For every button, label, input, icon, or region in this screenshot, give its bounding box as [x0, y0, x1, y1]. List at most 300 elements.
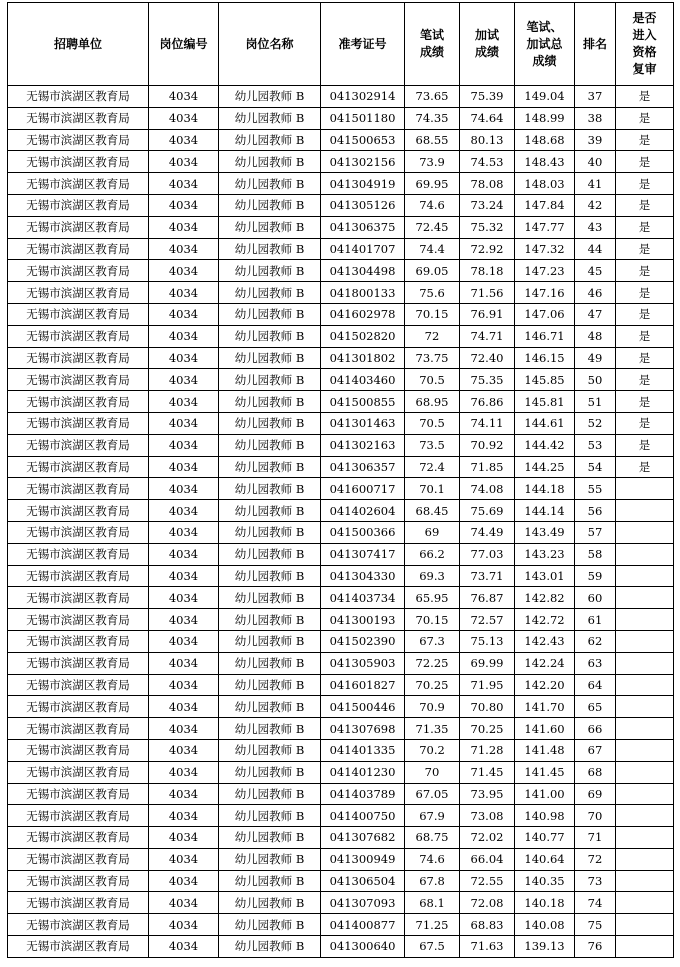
table-row: [8, 86, 674, 108]
header-rank: [575, 3, 616, 86]
rank-cell: 46: [575, 282, 616, 304]
total-score-cell: 146.71: [515, 325, 575, 347]
extra-score-cell: 70.25: [460, 718, 515, 740]
extra-score-cell: 77.03: [460, 543, 515, 565]
table-row: [8, 260, 674, 282]
unit-cell: 无锡市滨湖区教育局: [8, 914, 149, 936]
ticket-number-cell: 041401230: [321, 761, 405, 783]
score-table: [7, 2, 674, 958]
table-row: [8, 827, 674, 849]
review-cell: 是: [616, 369, 674, 391]
table-row: [8, 870, 674, 892]
table-row: [8, 107, 674, 129]
position-code-cell: 4034: [149, 216, 219, 238]
extra-score-cell: 75.32: [460, 216, 515, 238]
total-score-cell: 141.00: [515, 783, 575, 805]
table-row: [8, 173, 674, 195]
position-code-cell: 4034: [149, 565, 219, 587]
extra-score-cell: 72.08: [460, 892, 515, 914]
position-name-cell: 幼儿园教师 B: [219, 609, 321, 631]
position-code-cell: 4034: [149, 587, 219, 609]
rank-cell: 62: [575, 630, 616, 652]
table-row: [8, 739, 674, 761]
rank-cell: 47: [575, 303, 616, 325]
total-score-cell: 142.24: [515, 652, 575, 674]
ticket-number-cell: 041500366: [321, 521, 405, 543]
written-score-cell: 72.25: [405, 652, 460, 674]
total-score-cell: 142.82: [515, 587, 575, 609]
rank-cell: 39: [575, 129, 616, 151]
written-score-cell: 73.65: [405, 86, 460, 108]
table-row: [8, 194, 674, 216]
total-score-cell: 148.03: [515, 173, 575, 195]
ticket-number-cell: 041401335: [321, 739, 405, 761]
rank-cell: 60: [575, 587, 616, 609]
position-code-cell: 4034: [149, 434, 219, 456]
ticket-number-cell: 041403734: [321, 587, 405, 609]
total-score-cell: 140.08: [515, 914, 575, 936]
extra-score-cell: 71.45: [460, 761, 515, 783]
position-code-cell: 4034: [149, 892, 219, 914]
position-name-cell: 幼儿园教师 B: [219, 434, 321, 456]
review-cell: 是: [616, 129, 674, 151]
header-review-line: 复审: [632, 62, 657, 76]
total-score-cell: 140.35: [515, 870, 575, 892]
total-score-cell: 142.20: [515, 674, 575, 696]
unit-cell: 无锡市滨湖区教育局: [8, 587, 149, 609]
extra-score-cell: 72.55: [460, 870, 515, 892]
position-name-cell: 幼儿园教师 B: [219, 587, 321, 609]
position-name-cell: 幼儿园教师 B: [219, 565, 321, 587]
header-review-line: 进入: [632, 28, 657, 42]
extra-score-cell: 74.49: [460, 521, 515, 543]
review-cell: 是: [616, 173, 674, 195]
position-code-cell: 4034: [149, 151, 219, 173]
header-review: [616, 3, 674, 86]
header-position-name: [219, 3, 321, 86]
review-cell: [616, 500, 674, 522]
ticket-number-cell: 041403789: [321, 783, 405, 805]
review-cell: [616, 827, 674, 849]
extra-score-cell: 72.92: [460, 238, 515, 260]
position-code-cell: 4034: [149, 86, 219, 108]
written-score-cell: 67.05: [405, 783, 460, 805]
position-name-cell: 幼儿园教师 B: [219, 543, 321, 565]
table-row: [8, 282, 674, 304]
written-score-cell: 68.1: [405, 892, 460, 914]
review-cell: 是: [616, 260, 674, 282]
position-code-cell: 4034: [149, 260, 219, 282]
position-code-cell: 4034: [149, 761, 219, 783]
position-name-cell: 幼儿园教师 B: [219, 86, 321, 108]
extra-score-cell: 74.71: [460, 325, 515, 347]
header-total-score: [515, 3, 575, 86]
review-cell: 是: [616, 216, 674, 238]
table-row: [8, 587, 674, 609]
total-score-cell: 147.32: [515, 238, 575, 260]
position-code-cell: 4034: [149, 652, 219, 674]
position-name-cell: 幼儿园教师 B: [219, 892, 321, 914]
position-name-cell: 幼儿园教师 B: [219, 696, 321, 718]
table-row: [8, 696, 674, 718]
ticket-number-cell: 041800133: [321, 282, 405, 304]
position-name-cell: 幼儿园教师 B: [219, 674, 321, 696]
rank-cell: 51: [575, 391, 616, 413]
ticket-number-cell: 041302163: [321, 434, 405, 456]
written-score-cell: 66.2: [405, 543, 460, 565]
review-cell: [616, 587, 674, 609]
written-score-cell: 70.15: [405, 303, 460, 325]
position-name-cell: 幼儿园教师 B: [219, 151, 321, 173]
extra-score-cell: 75.69: [460, 500, 515, 522]
table-row: [8, 630, 674, 652]
written-score-cell: 69.05: [405, 260, 460, 282]
total-score-cell: 147.16: [515, 282, 575, 304]
review-cell: [616, 609, 674, 631]
ticket-number-cell: 041307417: [321, 543, 405, 565]
review-cell: [616, 936, 674, 958]
total-score-cell: 148.43: [515, 151, 575, 173]
unit-cell: 无锡市滨湖区教育局: [8, 86, 149, 108]
extra-score-cell: 72.40: [460, 347, 515, 369]
extra-score-cell: 71.28: [460, 739, 515, 761]
position-code-cell: 4034: [149, 478, 219, 500]
ticket-number-cell: 041306357: [321, 456, 405, 478]
review-cell: [616, 478, 674, 500]
table-row: [8, 369, 674, 391]
rank-cell: 73: [575, 870, 616, 892]
unit-cell: 无锡市滨湖区教育局: [8, 456, 149, 478]
unit-cell: 无锡市滨湖区教育局: [8, 783, 149, 805]
total-score-cell: 144.18: [515, 478, 575, 500]
ticket-number-cell: 041301463: [321, 412, 405, 434]
rank-cell: 42: [575, 194, 616, 216]
table-row: [8, 347, 674, 369]
written-score-cell: 71.25: [405, 914, 460, 936]
written-score-cell: 70: [405, 761, 460, 783]
rank-cell: 69: [575, 783, 616, 805]
position-name-cell: 幼儿园教师 B: [219, 194, 321, 216]
extra-score-cell: 71.95: [460, 674, 515, 696]
table-body: [8, 86, 674, 958]
table-row: [8, 216, 674, 238]
written-score-cell: 70.1: [405, 478, 460, 500]
ticket-number-cell: 041401707: [321, 238, 405, 260]
total-score-cell: 140.77: [515, 827, 575, 849]
position-code-cell: 4034: [149, 456, 219, 478]
ticket-number-cell: 041300949: [321, 848, 405, 870]
table-row: [8, 129, 674, 151]
position-name-cell: 幼儿园教师 B: [219, 848, 321, 870]
unit-cell: 无锡市滨湖区教育局: [8, 936, 149, 958]
position-name-cell: 幼儿园教师 B: [219, 456, 321, 478]
header-row: [8, 3, 674, 86]
total-score-cell: 141.60: [515, 718, 575, 740]
table-row: [8, 151, 674, 173]
ticket-number-cell: 041601827: [321, 674, 405, 696]
written-score-cell: 73.75: [405, 347, 460, 369]
extra-score-cell: 73.08: [460, 805, 515, 827]
ticket-number-cell: 041400877: [321, 914, 405, 936]
unit-cell: 无锡市滨湖区教育局: [8, 696, 149, 718]
unit-cell: 无锡市滨湖区教育局: [8, 848, 149, 870]
written-score-cell: 73.9: [405, 151, 460, 173]
unit-cell: 无锡市滨湖区教育局: [8, 739, 149, 761]
rank-cell: 43: [575, 216, 616, 238]
table-row: [8, 303, 674, 325]
header-total-score-line: 加试总: [526, 36, 563, 51]
header-review-line: 是否: [632, 11, 657, 25]
review-cell: [616, 761, 674, 783]
review-cell: 是: [616, 303, 674, 325]
review-cell: [616, 892, 674, 914]
position-code-cell: 4034: [149, 914, 219, 936]
total-score-cell: 144.25: [515, 456, 575, 478]
position-code-cell: 4034: [149, 500, 219, 522]
rank-cell: 54: [575, 456, 616, 478]
rank-cell: 59: [575, 565, 616, 587]
position-code-cell: 4034: [149, 325, 219, 347]
extra-score-cell: 72.02: [460, 827, 515, 849]
written-score-cell: 72.45: [405, 216, 460, 238]
unit-cell: 无锡市滨湖区教育局: [8, 827, 149, 849]
written-score-cell: 68.45: [405, 500, 460, 522]
position-code-cell: 4034: [149, 630, 219, 652]
written-score-cell: 68.95: [405, 391, 460, 413]
extra-score-cell: 69.99: [460, 652, 515, 674]
table-row: [8, 674, 674, 696]
position-name-cell: 幼儿园教师 B: [219, 870, 321, 892]
unit-cell: 无锡市滨湖区教育局: [8, 805, 149, 827]
total-score-cell: 147.77: [515, 216, 575, 238]
rank-cell: 67: [575, 739, 616, 761]
unit-cell: 无锡市滨湖区教育局: [8, 761, 149, 783]
total-score-cell: 148.68: [515, 129, 575, 151]
written-score-cell: 74.35: [405, 107, 460, 129]
written-score-cell: 73.5: [405, 434, 460, 456]
ticket-number-cell: 041304498: [321, 260, 405, 282]
total-score-cell: 143.23: [515, 543, 575, 565]
extra-score-cell: 73.95: [460, 783, 515, 805]
position-name-cell: 幼儿园教师 B: [219, 500, 321, 522]
extra-score-cell: 70.80: [460, 696, 515, 718]
position-name-cell: 幼儿园教师 B: [219, 282, 321, 304]
written-score-cell: 70.2: [405, 739, 460, 761]
rank-cell: 58: [575, 543, 616, 565]
review-cell: 是: [616, 238, 674, 260]
unit-cell: 无锡市滨湖区教育局: [8, 260, 149, 282]
position-name-cell: 幼儿园教师 B: [219, 478, 321, 500]
total-score-cell: 143.49: [515, 521, 575, 543]
unit-cell: 无锡市滨湖区教育局: [8, 521, 149, 543]
position-name-cell: 幼儿园教师 B: [219, 739, 321, 761]
position-code-cell: 4034: [149, 194, 219, 216]
ticket-number-cell: 041301802: [321, 347, 405, 369]
ticket-number-cell: 041600717: [321, 478, 405, 500]
position-name-cell: 幼儿园教师 B: [219, 107, 321, 129]
written-score-cell: 70.5: [405, 412, 460, 434]
extra-score-cell: 71.63: [460, 936, 515, 958]
total-score-cell: 144.61: [515, 412, 575, 434]
header-unit: [8, 3, 149, 86]
extra-score-cell: 74.11: [460, 412, 515, 434]
extra-score-cell: 76.91: [460, 303, 515, 325]
unit-cell: 无锡市滨湖区教育局: [8, 500, 149, 522]
unit-cell: 无锡市滨湖区教育局: [8, 674, 149, 696]
header-extra-score: [460, 3, 515, 86]
position-code-cell: 4034: [149, 521, 219, 543]
extra-score-cell: 70.92: [460, 434, 515, 456]
position-name-cell: 幼儿园教师 B: [219, 369, 321, 391]
table-row: [8, 456, 674, 478]
header-written-score-line: 成绩: [419, 45, 444, 59]
header-position-name-line: 岗位名称: [245, 36, 294, 51]
position-code-cell: 4034: [149, 173, 219, 195]
position-name-cell: 幼儿园教师 B: [219, 216, 321, 238]
position-name-cell: 幼儿园教师 B: [219, 914, 321, 936]
table-row: [8, 848, 674, 870]
written-score-cell: 72.4: [405, 456, 460, 478]
header-position-code-line: 岗位编号: [159, 36, 208, 51]
unit-cell: 无锡市滨湖区教育局: [8, 347, 149, 369]
rank-cell: 53: [575, 434, 616, 456]
table-row: [8, 391, 674, 413]
table-row: [8, 325, 674, 347]
rank-cell: 71: [575, 827, 616, 849]
unit-cell: 无锡市滨湖区教育局: [8, 194, 149, 216]
extra-score-cell: 71.85: [460, 456, 515, 478]
position-name-cell: 幼儿园教师 B: [219, 303, 321, 325]
unit-cell: 无锡市滨湖区教育局: [8, 630, 149, 652]
header-review-line: 资格: [632, 45, 657, 59]
extra-score-cell: 75.13: [460, 630, 515, 652]
rank-cell: 65: [575, 696, 616, 718]
written-score-cell: 75.6: [405, 282, 460, 304]
total-score-cell: 141.48: [515, 739, 575, 761]
table-row: [8, 434, 674, 456]
review-cell: 是: [616, 86, 674, 108]
position-code-cell: 4034: [149, 282, 219, 304]
position-name-cell: 幼儿园教师 B: [219, 173, 321, 195]
written-score-cell: 70.9: [405, 696, 460, 718]
position-code-cell: 4034: [149, 848, 219, 870]
review-cell: [616, 630, 674, 652]
rank-cell: 57: [575, 521, 616, 543]
table-row: [8, 936, 674, 958]
extra-score-cell: 68.83: [460, 914, 515, 936]
unit-cell: 无锡市滨湖区教育局: [8, 718, 149, 740]
extra-score-cell: 74.08: [460, 478, 515, 500]
position-name-cell: 幼儿园教师 B: [219, 129, 321, 151]
total-score-cell: 144.14: [515, 500, 575, 522]
total-score-cell: 147.23: [515, 260, 575, 282]
position-code-cell: 4034: [149, 674, 219, 696]
extra-score-cell: 74.53: [460, 151, 515, 173]
ticket-number-cell: 041500855: [321, 391, 405, 413]
header-ticket-number-line: 准考证号: [338, 36, 387, 51]
unit-cell: 无锡市滨湖区教育局: [8, 282, 149, 304]
rank-cell: 52: [575, 412, 616, 434]
total-score-cell: 144.42: [515, 434, 575, 456]
review-cell: [616, 870, 674, 892]
table-row: [8, 543, 674, 565]
rank-cell: 49: [575, 347, 616, 369]
ticket-number-cell: 041602978: [321, 303, 405, 325]
rank-cell: 37: [575, 86, 616, 108]
written-score-cell: 67.8: [405, 870, 460, 892]
position-name-cell: 幼儿园教师 B: [219, 630, 321, 652]
ticket-number-cell: 041304919: [321, 173, 405, 195]
rank-cell: 76: [575, 936, 616, 958]
written-score-cell: 68.55: [405, 129, 460, 151]
rank-cell: 74: [575, 892, 616, 914]
written-score-cell: 74.6: [405, 194, 460, 216]
written-score-cell: 68.75: [405, 827, 460, 849]
total-score-cell: 145.85: [515, 369, 575, 391]
position-name-cell: 幼儿园教师 B: [219, 521, 321, 543]
table-row: [8, 609, 674, 631]
unit-cell: 无锡市滨湖区教育局: [8, 565, 149, 587]
review-cell: 是: [616, 151, 674, 173]
unit-cell: 无锡市滨湖区教育局: [8, 652, 149, 674]
review-cell: [616, 805, 674, 827]
position-code-cell: 4034: [149, 543, 219, 565]
rank-cell: 64: [575, 674, 616, 696]
position-name-cell: 幼儿园教师 B: [219, 936, 321, 958]
ticket-number-cell: 041502390: [321, 630, 405, 652]
total-score-cell: 139.13: [515, 936, 575, 958]
ticket-number-cell: 041302156: [321, 151, 405, 173]
rank-cell: 56: [575, 500, 616, 522]
rank-cell: 41: [575, 173, 616, 195]
review-cell: [616, 543, 674, 565]
position-code-cell: 4034: [149, 369, 219, 391]
rank-cell: 66: [575, 718, 616, 740]
written-score-cell: 72: [405, 325, 460, 347]
position-code-cell: 4034: [149, 412, 219, 434]
rank-cell: 40: [575, 151, 616, 173]
header-unit-line: 招聘单位: [53, 36, 102, 51]
ticket-number-cell: 041307093: [321, 892, 405, 914]
unit-cell: 无锡市滨湖区教育局: [8, 173, 149, 195]
unit-cell: 无锡市滨湖区教育局: [8, 325, 149, 347]
extra-score-cell: 72.57: [460, 609, 515, 631]
position-code-cell: 4034: [149, 391, 219, 413]
table-row: [8, 914, 674, 936]
table-row: [8, 718, 674, 740]
written-score-cell: 70.5: [405, 369, 460, 391]
position-code-cell: 4034: [149, 936, 219, 958]
position-name-cell: 幼儿园教师 B: [219, 761, 321, 783]
written-score-cell: 71.35: [405, 718, 460, 740]
ticket-number-cell: 041306375: [321, 216, 405, 238]
header-total-score-line: 笔试、: [526, 19, 563, 34]
ticket-number-cell: 041502820: [321, 325, 405, 347]
extra-score-cell: 71.56: [460, 282, 515, 304]
total-score-cell: 145.81: [515, 391, 575, 413]
total-score-cell: 140.64: [515, 848, 575, 870]
rank-cell: 63: [575, 652, 616, 674]
ticket-number-cell: 041307698: [321, 718, 405, 740]
ticket-number-cell: 041402604: [321, 500, 405, 522]
position-name-cell: 幼儿园教师 B: [219, 652, 321, 674]
extra-score-cell: 78.08: [460, 173, 515, 195]
review-cell: [616, 739, 674, 761]
position-code-cell: 4034: [149, 347, 219, 369]
total-score-cell: 149.04: [515, 86, 575, 108]
header-extra-score-line: 成绩: [474, 45, 499, 59]
rank-cell: 61: [575, 609, 616, 631]
